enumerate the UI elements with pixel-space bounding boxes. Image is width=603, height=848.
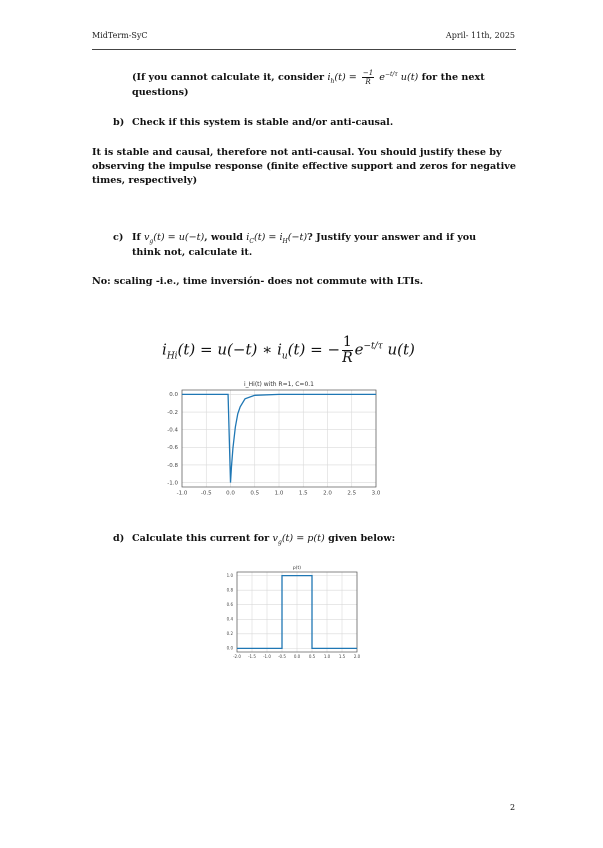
- item-b-text: Check if this system is stable and/or anti-causal.: [132, 117, 394, 128]
- y-tick-label: 0.6: [226, 602, 233, 608]
- x-tick-label: -1.5: [248, 654, 256, 659]
- item-b-marker: b): [113, 117, 125, 128]
- equation-frac-num: 1: [342, 334, 352, 350]
- item-c-marker: c): [113, 232, 124, 243]
- y-tick-label: -1.0: [167, 480, 178, 487]
- x-tick-label: -1.0: [176, 490, 188, 497]
- y-tick-label: 0.0: [169, 392, 178, 399]
- x-tick-label: 1.0: [274, 490, 284, 497]
- header-right: April- 11th, 2025: [445, 31, 515, 40]
- x-tick-label: 0.0: [226, 490, 235, 497]
- x-tick-label: 0.0: [293, 654, 301, 659]
- y-tick-label: 0.8: [226, 587, 233, 593]
- y-tick-label: 0.0: [226, 645, 233, 651]
- x-tick-label: -0.5: [278, 654, 286, 659]
- y-tick-label: -0.8: [167, 462, 178, 469]
- hint-line-2: questions): [132, 87, 189, 98]
- x-tick-label: 2.0: [323, 490, 332, 497]
- hint-fraction: $\frac{-1}{R}$: [362, 69, 374, 87]
- y-tick-label: 1.0: [226, 572, 233, 578]
- answer-b-line-3: times, respectively): [92, 175, 198, 186]
- x-tick-label: 3.0: [371, 490, 381, 497]
- header-left: MidTerm-SyC: [92, 31, 148, 40]
- equation-frac-den: R: [342, 350, 353, 366]
- item-d-marker: d): [113, 533, 125, 544]
- x-tick-label: 1.0: [323, 654, 331, 659]
- x-tick-label: -0.5: [200, 490, 212, 497]
- answer-c: No: scaling -i.e., time inversión- does not commute with LTIs.: [92, 276, 424, 287]
- answer-b-line-2: observing the impulse response (finite effective support and zeros for negative: [92, 161, 516, 172]
- hint-line-1: (If you cannot calculate it, consider $i_h(t)$ = $\frac{-1}{R}$ $e^{-t/\tau}$ u(t) for the next: [132, 69, 485, 87]
- y-tick-label: 0.2: [226, 631, 233, 637]
- item-c-line-1: If $v_g(t) = u(-t)$, would $i_C(t) = i_H(-t)$? Justify your answer and if you: [132, 232, 477, 245]
- x-tick-label: 2.5: [347, 490, 357, 497]
- y-tick-label: -0.6: [167, 445, 178, 452]
- x-tick-label: 1.5: [298, 490, 308, 497]
- x-tick-label: -1.0: [263, 654, 271, 659]
- y-tick-label: 0.4: [226, 616, 233, 622]
- page-number: 2: [510, 803, 516, 812]
- chart-title: i_Hi(t) with R=1, C=0.1: [243, 381, 315, 388]
- item-d-text: Calculate this current for $v_g(t) = p(t)$ given below:: [132, 533, 396, 546]
- pulse-chart: [220, 563, 362, 663]
- item-c-line-2: think not, calculate it.: [132, 247, 253, 258]
- x-tick-label: 2.0: [353, 654, 361, 659]
- x-tick-label: 1.5: [338, 654, 346, 659]
- header-rule: [92, 49, 516, 50]
- x-tick-label: -2.0: [233, 654, 241, 659]
- equation: $i_{Hi}(t) = u(-t)$ ∗ $i_u(t)$ = − $\frac{1}{R}$ $e^{-t/\tau}$ u(t): [162, 334, 415, 366]
- x-tick-label: 0.5: [250, 490, 260, 497]
- answer-b-line-1: It is stable and causal, therefore not anti-causal. You should justify these by: [92, 147, 502, 158]
- impulse-response-chart: [155, 378, 387, 502]
- chart-title: p(t): [292, 566, 302, 571]
- y-tick-label: -0.4: [167, 427, 178, 434]
- y-tick-label: -0.2: [167, 409, 178, 416]
- x-tick-label: 0.5: [308, 654, 316, 659]
